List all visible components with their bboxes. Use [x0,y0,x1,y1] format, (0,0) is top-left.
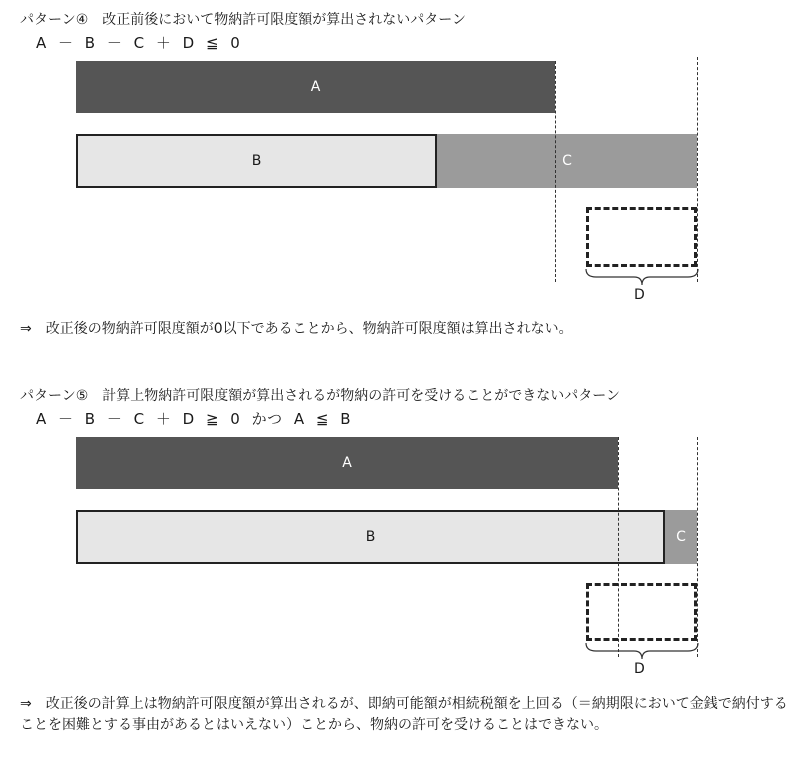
pattern4-brace-d [584,268,700,286]
pattern4-bar-a [76,61,555,113]
pattern4-conclusion: ⇒ 改正後の物納許可限度額が0以下であることから、物納許可限度額は算出されない。 [20,321,573,337]
pattern5-bar-d [586,583,697,641]
pattern5-formula: A － B － C ＋ D ≧ 0 かつ A ≦ B [36,410,352,428]
pattern5-title: パターン⑤ 計算上物納許可限度額が算出されるが物納の許可を受けることができないパターン [20,388,620,404]
pattern5-brace-d [584,642,700,660]
pattern5-bar-a [76,437,618,489]
pattern4-guide-c-end [697,57,698,282]
pattern4-bar-b-label: B [251,153,262,169]
pattern4-formula: A － B － C ＋ D ≦ 0 [36,34,241,52]
pattern5-bar-b-label: B [365,529,376,545]
pattern5-bar-c [665,510,697,564]
pattern5-bar-c-label: C [676,529,686,545]
pattern5-conclusion: ⇒ 改正後の計算上は物納許可限度額が算出されるが、即納可能額が相続税額を上回る（＝納期限において金銭で納付することを困難とする事由があるとはいえない）ことから、物納の許可を受けることはできない。 [20,696,788,733]
pattern4-bar-b [76,134,437,188]
pattern4-guide-a-end [555,61,556,282]
pattern4-title: パターン④ 改正前後において物納許可限度額が算出されないパターン [20,12,466,28]
pattern5-bar-a-label: A [342,455,352,471]
pattern4-bar-c-label: C [562,153,572,169]
pattern5-d-label: D [634,661,645,677]
pattern5-bar-b [76,510,665,564]
pattern4-bar-c [437,134,697,188]
pattern4-d-label: D [634,287,645,303]
pattern4-bar-a-label: A [310,79,321,95]
pattern5-guide-c-end [697,437,698,657]
pattern4-bar-d [586,207,697,267]
